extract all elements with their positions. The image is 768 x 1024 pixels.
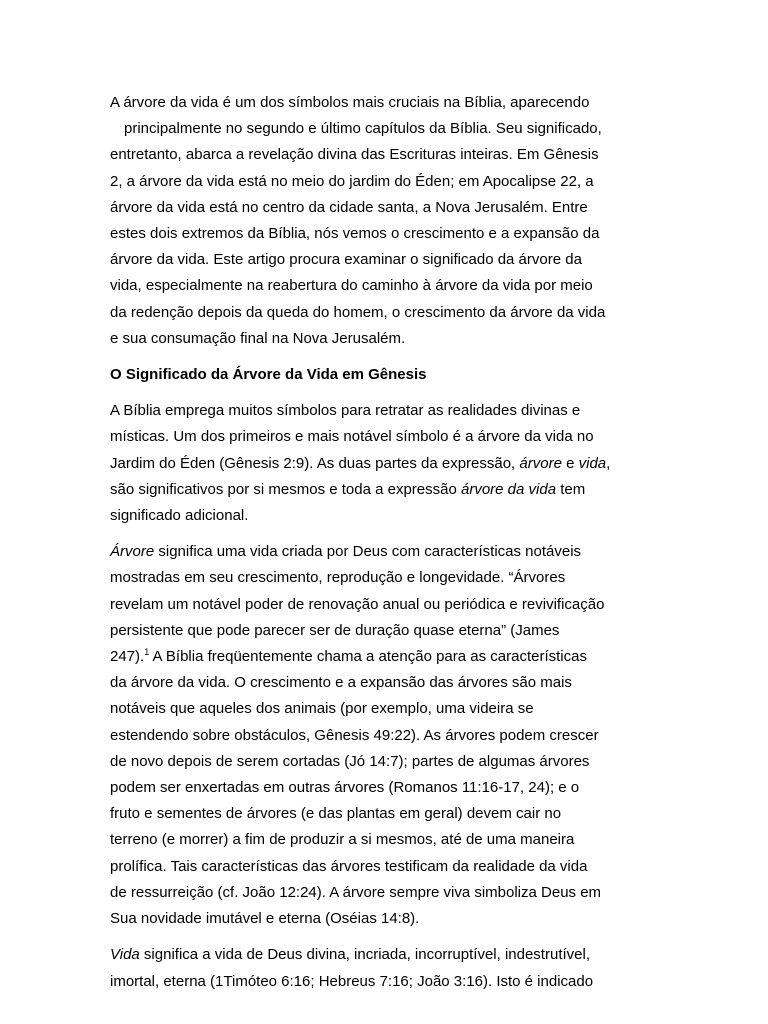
text-line (110, 942, 660, 968)
text-line: estes dois extremos da Bíblia, nós vemos o crescimento e a expansão da (110, 225, 600, 243)
paragraph-vida (110, 942, 660, 994)
paragraph-symbols (110, 398, 660, 529)
text-run: tem (556, 480, 586, 498)
text-line: terreno (e morrer) a fim de produzir a si mesmos, até de uma maneira (110, 831, 575, 849)
text-line: estendendo sobre obstáculos, Gênesis 49:22). As árvores podem crescer (110, 726, 599, 744)
footnote-marker[interactable]: 1 (144, 647, 150, 658)
text-line: podem ser enxertadas em outras árvores (Romanos 11:16-17, 24); e o (110, 779, 580, 797)
paragraph-arvore (110, 539, 660, 932)
text-line: de ressurreição (cf. João 12:24). A árvore sempre viva simboliza Deus em (110, 883, 602, 901)
text-run: e (561, 454, 579, 472)
document-body (110, 90, 660, 1005)
text-run: significa a vida de Deus divina, incriada, incorruptível, indestrutível, (139, 946, 590, 964)
text-line: principalmente no segundo e último capítulos da Bíblia. Seu significado, (124, 120, 602, 138)
text-line: e sua consumação final na Nova Jerusalém. (110, 329, 406, 347)
text-line: revelam um notável poder de renovação anual ou periódica e revivificação (110, 595, 605, 613)
italic-term: árvore (519, 454, 562, 472)
text-run: Jardim do Éden (Gênesis 2:9). As duas partes da expressão, (110, 454, 520, 472)
text-line: da árvore da vida. O crescimento e a expansão das árvores são mais (110, 674, 572, 692)
section-heading: O Significado da Árvore da Vida em Gênesis (110, 366, 427, 384)
text-line: mostradas em seu crescimento, reprodução e longevidade. “Árvores (110, 569, 566, 587)
italic-term: vida (578, 454, 607, 472)
text-line: vida, especialmente na reabertura do caminho à árvore da vida por meio (110, 277, 593, 295)
text-run: , (606, 454, 611, 472)
text-line: A Bíblia emprega muitos símbolos para retratar as realidades divinas e (110, 402, 581, 420)
text-line: entretanto, abarca a revelação divina das Escrituras inteiras. Em Gênesis (110, 146, 599, 164)
text-line: persistente que pode parecer ser de duração quase eterna” (James (110, 621, 560, 639)
text-line: 2, a árvore da vida está no meio do jardim do Éden; em Apocalipse 22, a (110, 172, 594, 190)
text-run: 247). (110, 648, 145, 666)
text-line: fruto e sementes de árvores (e das plantas em geral) devem cair no (110, 805, 562, 823)
text-run: são significativos por si mesmos e toda a expressão (110, 480, 461, 498)
text-line: Sua novidade imutável e eterna (Oséias 14:8). (110, 910, 420, 928)
italic-term: Vida (110, 946, 140, 964)
text-line: A árvore da vida é um dos símbolos mais cruciais na Bíblia, aparecendo (110, 94, 590, 111)
text-run: A Bíblia freqüentemente chama a atenção para as características (149, 648, 587, 666)
text-line: prolífica. Tais características das árvores testificam da realidade da vida (110, 857, 588, 875)
text-line: místicas. Um dos primeiros e mais notável símbolo é a árvore da vida no (110, 428, 594, 446)
intro-paragraph (110, 90, 660, 352)
text-line: árvore da vida. Este artigo procura examinar o significado da árvore da (110, 251, 582, 269)
text-line: da redenção depois da queda do homem, o crescimento da árvore da vida (110, 303, 606, 321)
text-line (110, 539, 660, 565)
text-line (110, 451, 660, 477)
text-line: de novo depois de serem cortadas (Jó 14:7); partes de algumas árvores (110, 752, 590, 770)
text-line: significado adicional. (110, 507, 249, 525)
text-line: notáveis que aqueles dos animais (por exemplo, uma videira se (110, 700, 534, 718)
text-line (110, 644, 660, 670)
italic-term: Árvore (110, 543, 155, 561)
text-run: significa uma vida criada por Deus com características notáveis (154, 543, 582, 561)
text-line (110, 477, 660, 503)
italic-term: árvore da vida (461, 480, 557, 498)
text-line: imortal, eterna (1Timóteo 6:16; Hebreus 7:16; João 3:16). Isto é indicado (110, 972, 594, 990)
text-line: árvore da vida está no centro da cidade santa, a Nova Jerusalém. Entre (110, 198, 588, 216)
